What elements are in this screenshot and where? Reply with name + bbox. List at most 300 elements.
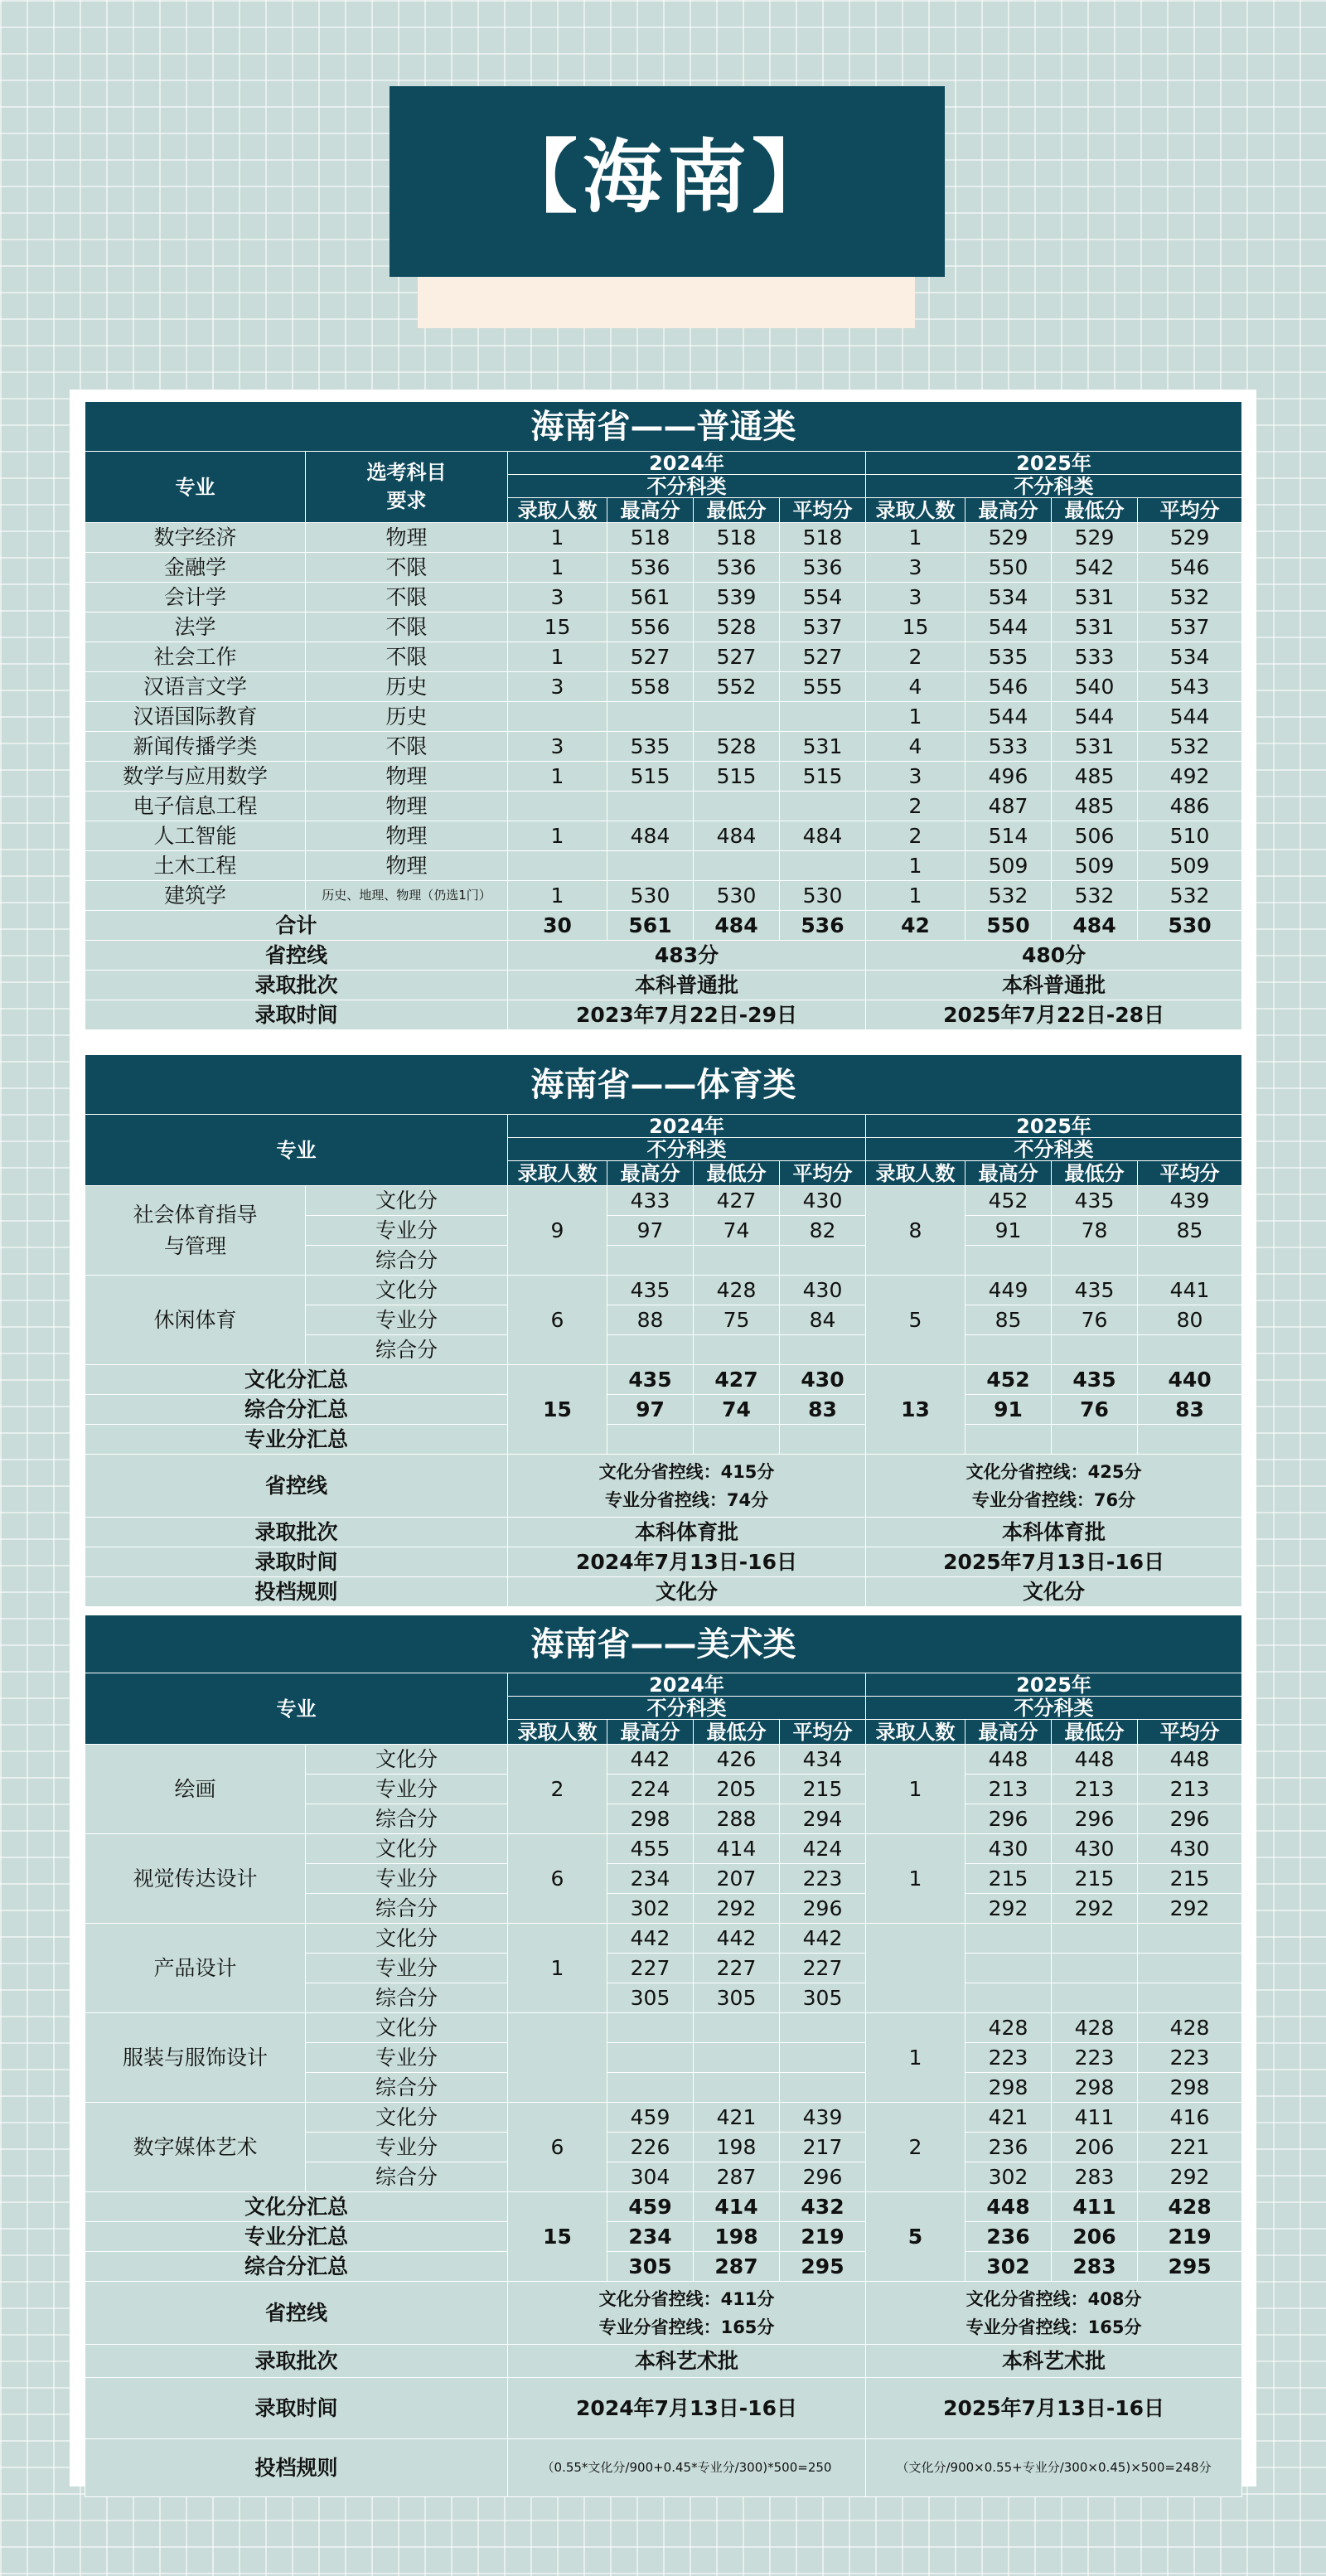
score-cell: 534 <box>1138 642 1242 672</box>
score-cell: 442 <box>780 1924 866 1954</box>
score-cell <box>607 1246 694 1276</box>
major-name: 产品设计 <box>85 1924 306 2013</box>
control-line-2025 <box>866 2282 1242 2345</box>
summary-cell: 236 <box>965 2222 1052 2252</box>
total-cell: 484 <box>1052 911 1138 941</box>
table-row <box>85 702 1242 732</box>
control-line-label: 省控线 <box>85 1455 508 1518</box>
score-cell <box>780 1335 866 1365</box>
score-cell: 227 <box>694 1954 780 1983</box>
score-cell: 1 <box>866 702 965 732</box>
summary-cell: 305 <box>607 2252 694 2282</box>
score-cell: 536 <box>780 553 866 583</box>
admission-count: 2 <box>866 2103 965 2192</box>
admission-time-label: 录取时间 <box>85 2378 508 2439</box>
summary-label: 综合分汇总 <box>85 2252 508 2282</box>
major-header: 专业 <box>85 1673 508 1745</box>
category-header: 不分科类 <box>508 1697 866 1720</box>
art-table <box>85 1615 1242 2497</box>
score-cell: 421 <box>965 2103 1052 2133</box>
score-cell: 530 <box>780 881 866 911</box>
control-line-text: 专业分省控线：74分 <box>604 1489 769 1510</box>
score-cell: 492 <box>1138 762 1242 792</box>
score-cell <box>780 2043 866 2073</box>
summary-cell: 219 <box>780 2222 866 2252</box>
major-name: 社会工作 <box>85 642 306 672</box>
table-row <box>85 583 1242 613</box>
score-cell: 292 <box>1052 1894 1138 1924</box>
score-cell: 2 <box>866 821 965 851</box>
score-cell: 556 <box>607 613 694 642</box>
summary-row <box>85 2192 1242 2222</box>
subject-requirement: 物理 <box>306 821 508 851</box>
summary-label: 专业分汇总 <box>85 1425 508 1455</box>
admission-time-2025: 2025年7月22日-28日 <box>866 1000 1242 1030</box>
table-row <box>85 1186 1242 1216</box>
score-cell: 1 <box>508 642 607 672</box>
summary-cell: 411 <box>1052 2192 1138 2222</box>
summary-count: 15 <box>508 1365 607 1455</box>
score-cell: 1 <box>508 821 607 851</box>
score-cell: 424 <box>780 1834 866 1864</box>
score-cell: 532 <box>1138 881 1242 911</box>
filing-rule-2025: （文化分/900×0.55+专业分/300×0.45)×500=248分 <box>866 2439 1242 2497</box>
control-line-row <box>85 1455 1242 1518</box>
score-cell: 486 <box>1138 792 1242 821</box>
score-cell: 430 <box>1052 1834 1138 1864</box>
score-cell <box>780 1246 866 1276</box>
score-cell: 215 <box>780 1775 866 1804</box>
score-cell: 296 <box>965 1804 1052 1834</box>
score-cell: 442 <box>607 1924 694 1954</box>
score-cell: 518 <box>607 523 694 553</box>
score-cell: 305 <box>694 1983 780 2013</box>
score-cell: 542 <box>1052 553 1138 583</box>
score-cell: 84 <box>780 1305 866 1335</box>
subject-requirement: 历史 <box>306 672 508 702</box>
score-cell: 532 <box>1138 732 1242 762</box>
score-cell: 533 <box>1052 642 1138 672</box>
score-cell <box>607 702 694 732</box>
subject-requirement: 不限 <box>306 642 508 672</box>
column-header: 录取人数 <box>866 498 965 523</box>
score-cell: 85 <box>965 1305 1052 1335</box>
score-cell <box>607 2043 694 2073</box>
score-type-label: 综合分 <box>306 2073 508 2103</box>
table-row <box>85 642 1242 672</box>
score-type-label: 专业分 <box>306 1775 508 1804</box>
admission-time-2024: 2024年7月13日-16日 <box>508 1547 866 1577</box>
column-header: 录取人数 <box>508 1161 607 1186</box>
score-cell: 2 <box>866 792 965 821</box>
summary-count: 5 <box>866 2192 965 2282</box>
category-header: 不分科类 <box>866 1697 1242 1720</box>
score-cell: 533 <box>965 732 1052 762</box>
admission-time-row <box>85 1547 1242 1577</box>
score-cell: 487 <box>965 792 1052 821</box>
summary-cell <box>965 1425 1052 1455</box>
column-header: 最高分 <box>965 1161 1052 1186</box>
major-name: 法学 <box>85 613 306 642</box>
column-header: 最低分 <box>694 498 780 523</box>
score-cell: 302 <box>607 1894 694 1924</box>
score-cell <box>1052 1335 1138 1365</box>
score-cell: 509 <box>1138 851 1242 881</box>
score-cell: 515 <box>780 762 866 792</box>
score-cell: 421 <box>694 2103 780 2133</box>
score-cell: 298 <box>1138 2073 1242 2103</box>
summary-cell: 302 <box>965 2252 1052 2282</box>
major-name: 会计学 <box>85 583 306 613</box>
score-cell <box>965 1335 1052 1365</box>
score-cell: 518 <box>694 523 780 553</box>
admission-count <box>508 2013 607 2103</box>
score-cell: 531 <box>780 732 866 762</box>
score-cell: 537 <box>1138 613 1242 642</box>
score-cell <box>694 2073 780 2103</box>
score-cell: 428 <box>1138 2013 1242 2043</box>
control-line-row <box>85 941 1242 971</box>
score-cell: 427 <box>694 1186 780 1216</box>
subject-requirement: 不限 <box>306 613 508 642</box>
summary-cell: 440 <box>1138 1365 1242 1395</box>
score-type-label: 文化分 <box>306 1186 508 1216</box>
admission-count: 9 <box>508 1186 607 1276</box>
score-cell: 292 <box>965 1894 1052 1924</box>
score-cell: 226 <box>607 2133 694 2162</box>
score-cell: 223 <box>1138 2043 1242 2073</box>
column-header: 最高分 <box>965 1720 1052 1745</box>
admission-count: 1 <box>866 2013 965 2103</box>
score-cell: 561 <box>607 583 694 613</box>
score-cell: 2 <box>866 642 965 672</box>
summary-cell: 76 <box>1052 1395 1138 1425</box>
summary-row <box>85 1365 1242 1395</box>
admission-count: 6 <box>508 2103 607 2192</box>
table-row <box>85 821 1242 851</box>
score-cell: 287 <box>694 2162 780 2192</box>
score-type-label: 专业分 <box>306 1305 508 1335</box>
year-2025-header: 2025年 <box>866 452 1242 475</box>
score-cell: 78 <box>1052 1216 1138 1246</box>
filing-rule-2024: 文化分 <box>508 1577 866 1607</box>
score-cell: 411 <box>1052 2103 1138 2133</box>
admission-count: 2 <box>508 1745 607 1834</box>
score-cell: 205 <box>694 1775 780 1804</box>
summary-cell: 459 <box>607 2192 694 2222</box>
score-cell: 439 <box>780 2103 866 2133</box>
score-cell: 1 <box>508 881 607 911</box>
score-cell: 296 <box>780 2162 866 2192</box>
control-line-text: 专业分省控线：165分 <box>598 2317 775 2337</box>
score-cell: 76 <box>1052 1305 1138 1335</box>
score-cell: 288 <box>694 1804 780 1834</box>
score-cell: 527 <box>607 642 694 672</box>
score-cell: 546 <box>965 672 1052 702</box>
summary-cell: 91 <box>965 1395 1052 1425</box>
score-cell: 484 <box>780 821 866 851</box>
score-cell: 532 <box>1052 881 1138 911</box>
score-cell <box>1138 1246 1242 1276</box>
score-cell: 213 <box>1138 1775 1242 1804</box>
score-cell: 3 <box>866 762 965 792</box>
score-cell: 80 <box>1138 1305 1242 1335</box>
control-line-2025 <box>866 1455 1242 1518</box>
total-label: 合计 <box>85 911 508 941</box>
summary-label: 文化分汇总 <box>85 1365 508 1395</box>
table-row <box>85 732 1242 762</box>
score-cell: 3 <box>508 732 607 762</box>
score-cell <box>1052 1983 1138 2013</box>
score-cell: 448 <box>965 1745 1052 1775</box>
table-row <box>85 2013 1242 2043</box>
table-row <box>85 851 1242 881</box>
banner-title: 【海南】 <box>390 86 945 277</box>
admission-count: 1 <box>866 1745 965 1834</box>
score-type-label: 文化分 <box>306 1834 508 1864</box>
score-type-label: 文化分 <box>306 2103 508 2133</box>
table-row <box>85 613 1242 642</box>
score-cell: 292 <box>1138 1894 1242 1924</box>
admission-count: 1 <box>866 1834 965 1924</box>
admission-batch-2024: 本科体育批 <box>508 1518 866 1547</box>
summary-cell: 295 <box>780 2252 866 2282</box>
score-type-label: 综合分 <box>306 1894 508 1924</box>
score-cell: 550 <box>965 553 1052 583</box>
score-cell: 546 <box>1138 553 1242 583</box>
admission-time-label: 录取时间 <box>85 1547 508 1577</box>
score-cell: 528 <box>694 732 780 762</box>
filing-rule-row <box>85 2439 1242 2497</box>
summary-row <box>85 2222 1242 2252</box>
major-header: 专业 <box>85 452 306 523</box>
score-cell: 223 <box>965 2043 1052 2073</box>
score-cell: 414 <box>694 1834 780 1864</box>
score-cell: 1 <box>866 881 965 911</box>
year-2024-header: 2024年 <box>508 1673 866 1697</box>
summary-label: 专业分汇总 <box>85 2222 508 2252</box>
control-line-2024 <box>508 2282 866 2345</box>
score-cell <box>607 851 694 881</box>
major-name: 社会体育指导 与管理 <box>85 1186 306 1276</box>
score-cell: 532 <box>1138 583 1242 613</box>
score-cell <box>780 2073 866 2103</box>
column-header: 录取人数 <box>866 1161 965 1186</box>
total-cell: 561 <box>607 911 694 941</box>
summary-cell: 428 <box>1138 2192 1242 2222</box>
admission-time-label: 录取时间 <box>85 1000 508 1030</box>
admission-count: 5 <box>866 1276 965 1365</box>
summary-label: 综合分汇总 <box>85 1395 508 1425</box>
control-line-2024: 483分 <box>508 941 866 971</box>
score-cell: 305 <box>607 1983 694 2013</box>
admission-count: 8 <box>866 1186 965 1276</box>
score-cell: 207 <box>694 1864 780 1894</box>
score-cell: 531 <box>1052 583 1138 613</box>
score-cell <box>508 851 607 881</box>
column-header: 最低分 <box>1052 498 1138 523</box>
score-cell: 296 <box>780 1894 866 1924</box>
score-cell: 304 <box>607 2162 694 2192</box>
subject-requirement: 历史、地理、物理（仍选1门） <box>306 881 508 911</box>
score-cell: 82 <box>780 1216 866 1246</box>
score-cell: 224 <box>607 1775 694 1804</box>
score-type-label: 专业分 <box>306 2043 508 2073</box>
score-type-label: 综合分 <box>306 2162 508 2192</box>
total-cell: 550 <box>965 911 1052 941</box>
total-cell: 530 <box>1138 911 1242 941</box>
score-type-label: 专业分 <box>306 1216 508 1246</box>
score-cell: 439 <box>1138 1186 1242 1216</box>
score-cell: 1 <box>508 553 607 583</box>
filing-rule-label: 投档规则 <box>85 2439 508 2497</box>
score-cell: 459 <box>607 2103 694 2133</box>
column-header: 平均分 <box>780 498 866 523</box>
admission-count: 6 <box>508 1834 607 1924</box>
table-row <box>85 1745 1242 1775</box>
score-cell <box>1138 1335 1242 1365</box>
score-cell <box>1138 1983 1242 2013</box>
score-cell: 448 <box>1052 1745 1138 1775</box>
column-header: 平均分 <box>1138 498 1242 523</box>
table-row <box>85 792 1242 821</box>
column-header: 录取人数 <box>508 1720 607 1745</box>
score-cell: 544 <box>965 613 1052 642</box>
admission-count <box>866 1924 965 2013</box>
score-cell: 536 <box>694 553 780 583</box>
score-cell: 198 <box>694 2133 780 2162</box>
score-type-label: 文化分 <box>306 2013 508 2043</box>
summary-cell <box>780 1425 866 1455</box>
category-header: 不分科类 <box>508 1138 866 1161</box>
year-2025-header: 2025年 <box>866 1673 1242 1697</box>
score-cell: 1 <box>866 851 965 881</box>
column-header: 最高分 <box>607 498 694 523</box>
score-cell: 3 <box>866 553 965 583</box>
score-cell: 518 <box>780 523 866 553</box>
admission-count: 6 <box>508 1276 607 1365</box>
score-cell <box>694 1246 780 1276</box>
score-cell: 544 <box>1052 702 1138 732</box>
summary-label: 文化分汇总 <box>85 2192 508 2222</box>
score-cell: 1 <box>508 762 607 792</box>
summary-cell: 74 <box>694 1395 780 1425</box>
summary-cell: 452 <box>965 1365 1052 1395</box>
score-cell: 428 <box>965 2013 1052 2043</box>
score-type-label: 文化分 <box>306 1745 508 1775</box>
admission-batch-2025: 本科艺术批 <box>866 2345 1242 2378</box>
score-cell <box>780 702 866 732</box>
admission-batch-row <box>85 971 1242 1000</box>
total-cell: 484 <box>694 911 780 941</box>
score-cell: 515 <box>607 762 694 792</box>
score-cell: 435 <box>607 1276 694 1305</box>
column-header: 最低分 <box>694 1720 780 1745</box>
table-row <box>85 881 1242 911</box>
column-header: 最高分 <box>607 1161 694 1186</box>
filing-rule-2024: （0.55*文化分/900+0.45*专业分/300)*500=250 <box>508 2439 866 2497</box>
score-cell: 455 <box>607 1834 694 1864</box>
summary-row <box>85 1395 1242 1425</box>
score-cell: 223 <box>780 1864 866 1894</box>
summary-cell: 432 <box>780 2192 866 2222</box>
score-cell: 532 <box>965 881 1052 911</box>
major-name: 绘画 <box>85 1745 306 1834</box>
score-cell: 227 <box>780 1954 866 1983</box>
admission-time-row <box>85 1000 1242 1030</box>
score-cell: 75 <box>694 1305 780 1335</box>
total-cell: 30 <box>508 911 607 941</box>
score-cell: 3 <box>508 583 607 613</box>
score-cell: 215 <box>1138 1864 1242 1894</box>
score-type-label: 综合分 <box>306 1983 508 2013</box>
admission-batch-2025: 本科普通批 <box>866 971 1242 1000</box>
subject-requirement: 物理 <box>306 851 508 881</box>
general-title: 海南省——普通类 <box>85 402 1242 452</box>
summary-cell <box>1138 1425 1242 1455</box>
major-name: 视觉传达设计 <box>85 1834 306 1924</box>
score-cell <box>965 1246 1052 1276</box>
score-type-label: 专业分 <box>306 1864 508 1894</box>
score-cell: 296 <box>1138 1804 1242 1834</box>
control-line-2024 <box>508 1455 866 1518</box>
control-line-text: 文化分省控线：425分 <box>965 1461 1142 1482</box>
subject-requirement: 不限 <box>306 732 508 762</box>
score-cell: 484 <box>607 821 694 851</box>
admission-time-2025: 2025年7月13日-16日 <box>866 1547 1242 1577</box>
score-cell: 434 <box>780 1745 866 1775</box>
score-cell: 236 <box>965 2133 1052 2162</box>
control-line-label: 省控线 <box>85 941 508 971</box>
control-line-text: 文化分省控线：408分 <box>965 2288 1142 2309</box>
column-header: 最低分 <box>694 1161 780 1186</box>
column-header: 平均分 <box>1138 1161 1242 1186</box>
score-type-label: 专业分 <box>306 1954 508 1983</box>
subject-requirement: 物理 <box>306 762 508 792</box>
score-cell <box>694 2043 780 2073</box>
admission-batch-2024: 本科普通批 <box>508 971 866 1000</box>
major-name: 数学与应用数学 <box>85 762 306 792</box>
score-cell: 531 <box>1052 732 1138 762</box>
control-line-label: 省控线 <box>85 2282 508 2345</box>
score-cell: 234 <box>607 1864 694 1894</box>
summary-cell <box>607 1425 694 1455</box>
summary-cell: 83 <box>780 1395 866 1425</box>
sports-section <box>85 1054 1241 1607</box>
table-row <box>85 1924 1242 1954</box>
score-cell <box>780 2013 866 2043</box>
admission-time-2024: 2024年7月13日-16日 <box>508 2378 866 2439</box>
summary-cell: 427 <box>694 1365 780 1395</box>
summary-cell: 283 <box>1052 2252 1138 2282</box>
score-cell <box>694 792 780 821</box>
column-header: 平均分 <box>1138 1720 1242 1745</box>
summary-cell: 435 <box>1052 1365 1138 1395</box>
score-cell <box>1138 1924 1242 1954</box>
score-cell: 509 <box>1052 851 1138 881</box>
admission-batch-label: 录取批次 <box>85 2345 508 2378</box>
score-cell: 528 <box>694 613 780 642</box>
score-cell <box>694 702 780 732</box>
subject-requirement: 历史 <box>306 702 508 732</box>
score-cell <box>965 1954 1052 1983</box>
year-2024-header: 2024年 <box>508 1115 866 1138</box>
score-cell: 292 <box>1138 2162 1242 2192</box>
major-name: 数字媒体艺术 <box>85 2103 306 2192</box>
major-name: 休闲体育 <box>85 1276 306 1365</box>
score-cell: 496 <box>965 762 1052 792</box>
filing-rule-row <box>85 1577 1242 1607</box>
